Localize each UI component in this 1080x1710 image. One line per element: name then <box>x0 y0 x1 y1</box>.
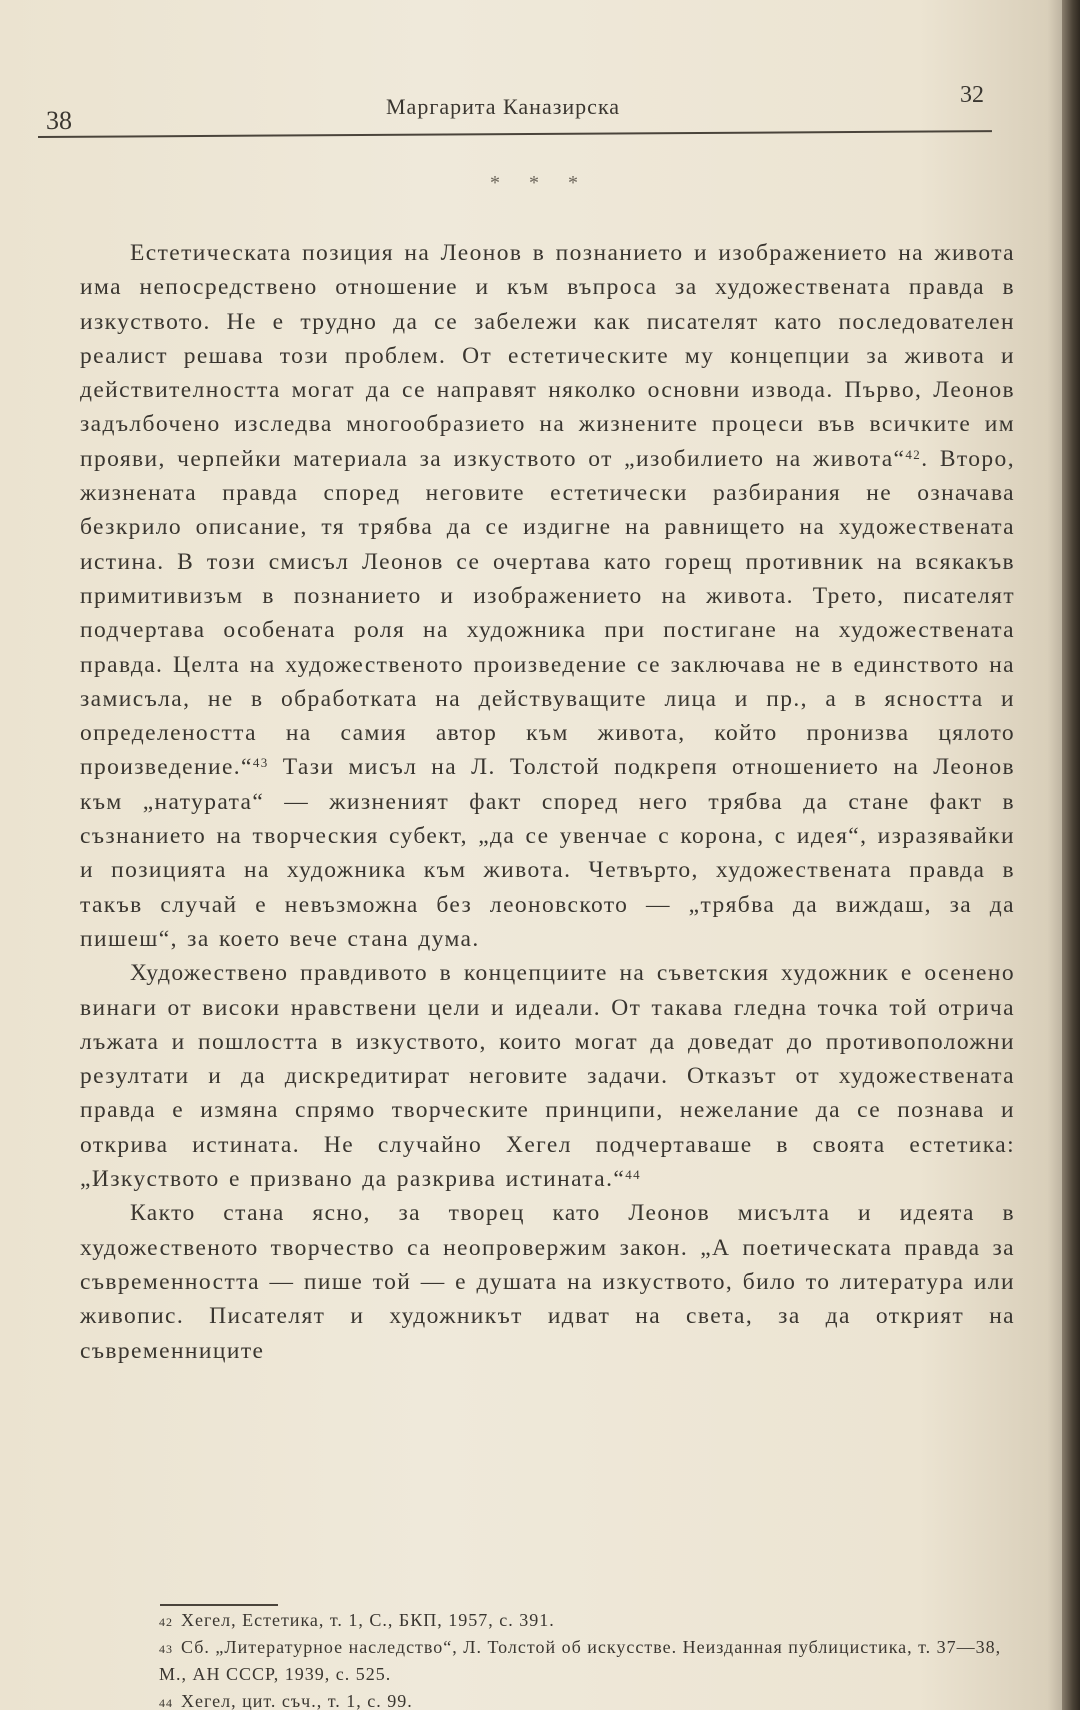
footnote-text: Хегел, Естетика, т. 1, С., БКП, 1957, с. 391. <box>181 1610 555 1630</box>
footnote-text: Сб. „Литературное наследство“, Л. Толстой об искусстве. Неизданная публицистика, т. 37—38, М., АН СССР, 1939, с. 525. <box>159 1637 1002 1684</box>
running-title: Маргарита Каназирска <box>386 94 621 119</box>
footnote <box>93 1634 1025 1688</box>
footnote-text: Хегел, цит. съч., т. 1, с. 99. <box>181 1691 413 1710</box>
footnote-ref: 44 <box>625 1167 642 1183</box>
section-separator: * * * <box>490 172 590 194</box>
paragraph <box>80 1196 1015 1367</box>
page-number: 38 <box>46 106 72 135</box>
footnote-number: 42 <box>159 1615 173 1629</box>
footnote-rule <box>160 1604 278 1606</box>
footnote <box>93 1607 1025 1634</box>
body-text <box>80 236 1015 1368</box>
original-page-number: 32 <box>960 82 984 108</box>
paragraph-text: Тази мисъл на Л. Толстой подкрепя отношението на Леонов към „натурата“ — жизненият факт според него трябва да стане факт в съзнанието на творческия субект, „да се увенчае с корона, с идея“, изразявайки и позицията на художника към живота. Четвърто, художествената правда в такъв случай е невъзможна без леоновското — „трябва да виждаш, за да пишеш“, за което вече стана дума. <box>80 754 1015 952</box>
footnote-number: 44 <box>159 1696 173 1710</box>
paragraph-text: Естетическата позиция на Леонов в познанието и изображението на живота има непосредствено отношение и към въпроса за художествената правда в изкуството. Не е трудно да се забележи как писателят като последователен реалист решава този проблем. От естетическите му концепции за живота и действителността могат да се направят няколко основни извода. Първо, Леонов задълбочено изследва многообразието на жизнените процеси във всичките им прояви, черпейки материала за изкуството от „изобилието на живота“ <box>80 240 1015 472</box>
footnote-number: 43 <box>159 1642 173 1656</box>
page-binding-edge <box>1062 0 1080 1710</box>
footnote-ref: 43 <box>252 755 269 771</box>
paragraph-text: Както стана ясно, за творец като Леонов мисълта и идеята в художественото творчество са неопровержим закон. „А поетическата правда за съвременността — пише той — е душата на изкуството, било то литература или живопис. Писателят и художникът идват на света, за да открият на съвременниците <box>80 1200 1015 1364</box>
footnote <box>93 1688 1025 1710</box>
paragraph-text: Художествено правдивото в концепциите на съветския художник е осенено винаги от високи нравствени цели и идеали. От такава гледна точка той отрича лъжата и пошлостта в изкуството, които могат да доведат до противоположни резултати и да дискредитират неговите задачи. Отказът от художествената правда е измяна спрямо творческите принципи, нежелание да се познава и открива истината. Не случайно Хегел подчертаваше в своята естетика: „Изкуството е призвано да разкрива истината.“ <box>80 960 1015 1193</box>
footnotes <box>93 1607 1025 1710</box>
paragraph <box>80 956 1015 1196</box>
paragraph-text: . Второ, жизнената правда според неговите естетически разбирания не означава безкрило описание, тя трябва да се издигне на равнището на художествената истина. В този смисъл Леонов се очертава като горещ противник на всякакъв примитивизъм в познанието и изображението на живота. Трето, писателят подчертава особената роля на художника при постигане на художествената правда. Целта на художественото произведение се заключава не в единството на замисъла, не в обработката на действуващите лица и пр., а в ясността и определеността на самия автор към живота, който пронизва цялото произведение.“ <box>80 445 1015 781</box>
paragraph <box>80 236 1015 956</box>
footnote-ref: 42 <box>905 446 922 462</box>
